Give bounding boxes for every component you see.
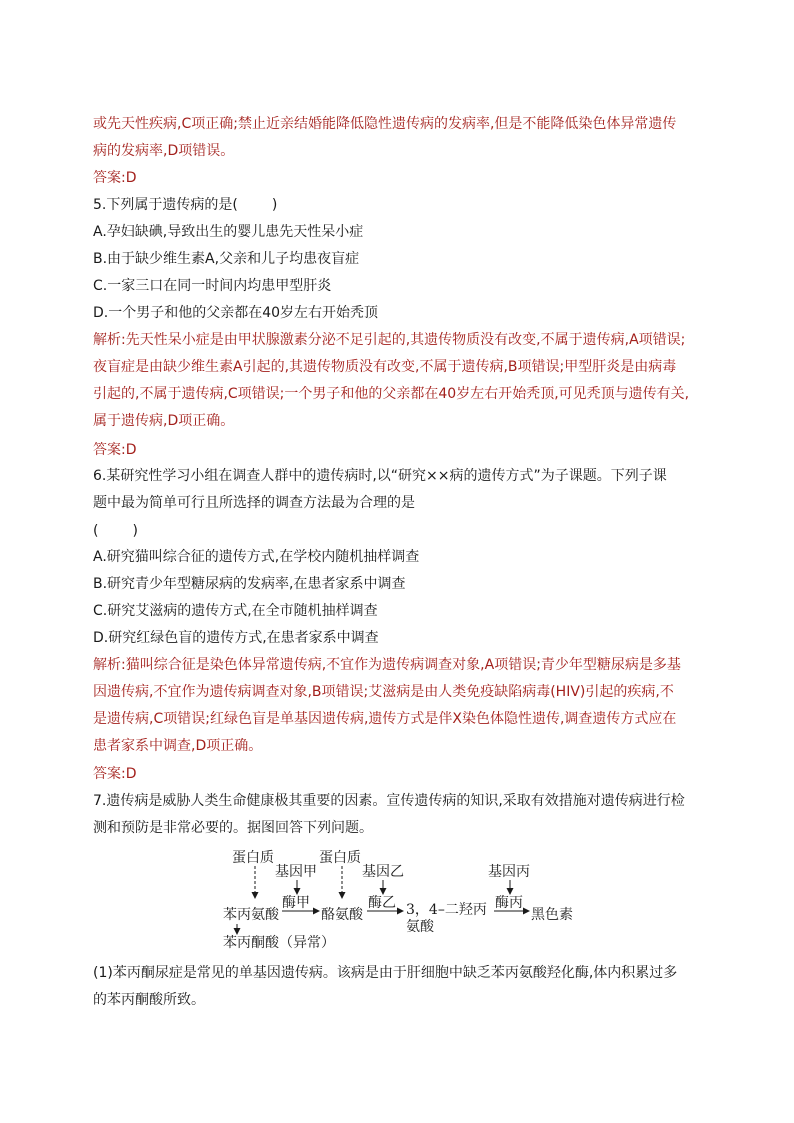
q6-stem-paren: ( ) (93, 523, 138, 539)
q7-sub1-line-1: (1)苯丙酮尿症是常见的单基因遗传病。该病是由于肝细胞中缺乏苯丙氨酸羟化酶,体内积累过多 (93, 965, 678, 981)
protein-label-2: 蛋白质 (319, 850, 361, 866)
enzyme-a-label: 酶甲 (282, 895, 310, 911)
q5-analysis-line-2: 夜盲症是由缺少维生素A引起的,其遗传物质没有改变,不属于遗传病,B项错误;甲型肝炎是由病毒 (93, 359, 677, 375)
q5-option-d: D.一个男子和他的父亲都在40岁左右开始秃顶 (93, 305, 379, 321)
tyrosine-label: 酪氨酸 (321, 907, 363, 923)
q6-stem-line-1: 6.某研究性学习小组在调查人群中的遗传病时,以“研究××病的遗传方式”为子课题。下列子课 (93, 468, 667, 484)
q5-answer: 答案:D (93, 442, 137, 458)
q4-analysis-line-2: 病的发病率,D项错误。 (93, 143, 235, 159)
q6-answer: 答案:D (93, 766, 137, 782)
q5-analysis-line-3: 引起的,不属于遗传病,C项错误;一个男子和他的父亲都在40岁左右开始秃顶,可见秃顶与遗传有关, (93, 386, 690, 402)
gene-c-label: 基因丙 (488, 864, 530, 880)
q5-analysis-line-4: 属于遗传病,D项正确。 (93, 413, 235, 429)
q6-stem-line-2: 题中最为简单可行且所选择的调查方法最为合理的是 (93, 495, 415, 511)
gene-b-label: 基因乙 (362, 864, 404, 880)
phenylpyruvic-acid-label: 苯丙酮酸（异常） (223, 935, 335, 950)
q5-option-c: C.一家三口在同一时间内均患甲型肝炎 (93, 278, 332, 294)
q6-option-a: A.研究猫叫综合征的遗传方式,在学校内随机抽样调查 (93, 549, 420, 565)
protein-label-1: 蛋白质 (232, 850, 274, 866)
q6-analysis-line-2: 因遗传病,不宜作为遗传病调查对象,B项错误;艾滋病是由人类免疫缺陷病毒(HIV)引起的疾病,不 (93, 684, 674, 700)
q5-stem: 5.下列属于遗传病的是( ) (93, 197, 278, 213)
q5-option-a: A.孕妇缺碘,导致出生的婴儿患先天性呆小症 (93, 224, 364, 240)
metabolic-pathway-diagram (215, 842, 585, 950)
dopa-label-bottom: 氨酸 (406, 919, 434, 935)
q7-sub1-line-2: 的苯丙酮酸所致。 (93, 992, 205, 1008)
q4-answer: 答案:D (93, 170, 137, 186)
q5-analysis-line-1: 解析:先天性呆小症是由甲状腺激素分泌不足引起的,其遗传物质没有改变,不属于遗传病,A项错误; (93, 332, 686, 348)
q5-option-b: B.由于缺少维生素A,父亲和儿子均患夜盲症 (93, 251, 360, 267)
phenylalanine-label: 苯丙氨酸 (223, 907, 279, 923)
q6-analysis-line-3: 是遗传病,C项错误;红绿色盲是单基因遗传病,遗传方式是伴X染色体隐性遗传,调查遗传方式应在 (93, 711, 677, 727)
melanin-label: 黑色素 (531, 907, 573, 923)
q6-option-d: D.研究红绿色盲的遗传方式,在患者家系中调查 (93, 630, 379, 646)
q4-analysis-line-1: 或先天性疾病,C项正确;禁止近亲结婚能降低隐性遗传病的发病率,但是不能降低染色体异常遗传 (93, 116, 677, 132)
gene-a-label: 基因甲 (275, 864, 317, 880)
q6-option-c: C.研究艾滋病的遗传方式,在全市随机抽样调查 (93, 603, 378, 619)
enzyme-c-label: 酶丙 (495, 895, 523, 911)
dopa-label-top: 3，4–二羟丙 (406, 902, 487, 918)
q7-stem-line-1: 7.遗传病是威胁人类生命健康极其重要的因素。宣传遗传病的知识,采取有效措施对遗传病进行检 (93, 793, 685, 809)
q6-analysis-line-4: 患者家系中调查,D项正确。 (93, 738, 263, 754)
q7-stem-line-2: 测和预防是非常必要的。据图回答下列问题。 (93, 820, 373, 836)
enzyme-b-label: 酶乙 (368, 895, 396, 911)
q6-option-b: B.研究青少年型糖尿病的发病率,在患者家系中调查 (93, 576, 406, 592)
q6-analysis-line-1: 解析:猫叫综合征是染色体异常遗传病,不宜作为遗传病调查对象,A项错误;青少年型糖尿病是多基 (93, 657, 681, 673)
